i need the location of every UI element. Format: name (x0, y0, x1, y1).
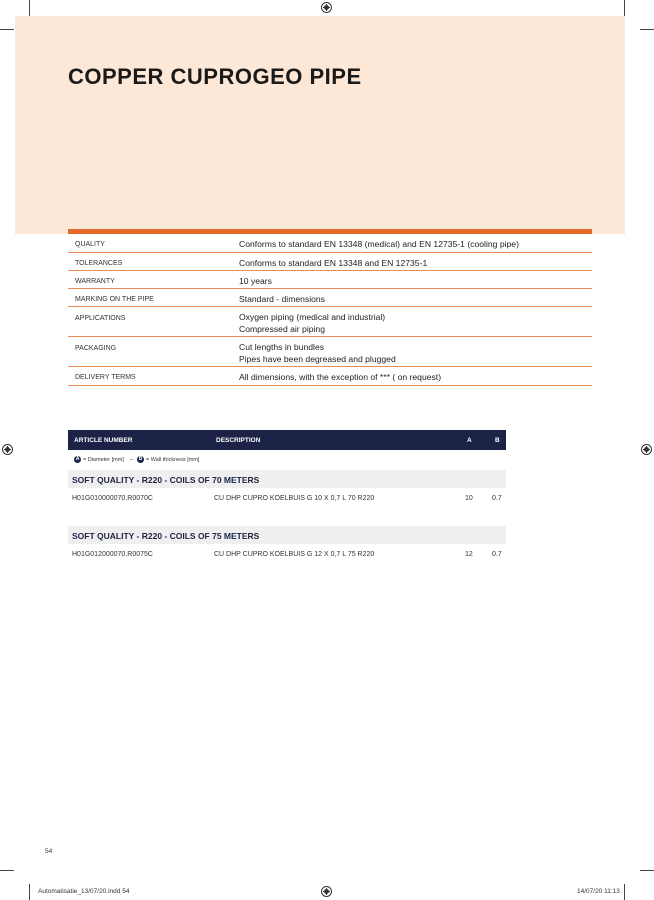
column-description: DESCRIPTION (216, 437, 261, 444)
page-title: COPPER CUPROGEO PIPE (68, 64, 362, 89)
diameter-cell: 12 (465, 551, 473, 558)
registration-mark-icon (321, 886, 332, 897)
crop-mark (29, 884, 30, 900)
spec-row (68, 271, 592, 289)
spec-value-line: 10 years (239, 276, 272, 286)
article-number-cell: H01G012000070.R0075C (72, 551, 153, 558)
column-a: A (467, 437, 472, 444)
badge-b-icon: B (138, 456, 143, 462)
spec-value-line: Standard - dimensions (239, 294, 325, 304)
page-number: 54 (45, 848, 53, 855)
spec-label: MARKING ON THE PIPE (75, 296, 154, 303)
dimension-legend (68, 450, 506, 470)
registration-mark-icon (321, 2, 332, 13)
registration-mark-icon (2, 444, 13, 455)
slug-file-info: Automatisatie_13/07/20.indd 54 (38, 888, 130, 895)
spec-label: APPLICATIONS (75, 315, 126, 322)
group-spacer (68, 509, 506, 526)
spec-value-line: Oxygen piping (medical and industrial) (239, 312, 386, 322)
legend-b-text: = Wall thickness [mm] (146, 457, 200, 463)
spec-value (239, 253, 592, 270)
spec-row (68, 367, 592, 386)
spec-value (239, 367, 592, 385)
group-heading-text: SOFT QUALITY - R220 - COILS OF 75 METERS (72, 531, 260, 541)
spec-label: QUALITY (75, 241, 105, 248)
spec-value (239, 271, 592, 288)
table-header (68, 430, 506, 450)
crop-mark (29, 0, 30, 16)
crop-mark (0, 870, 14, 871)
crop-mark (624, 0, 625, 16)
column-b: B (495, 437, 500, 444)
crop-mark (640, 29, 654, 30)
spec-row (68, 234, 592, 253)
table-row (68, 488, 506, 509)
crop-mark (640, 870, 654, 871)
spec-table (68, 229, 592, 386)
wall-thickness-cell: 0.7 (492, 551, 502, 558)
article-groups (68, 470, 506, 565)
spec-value (239, 337, 592, 366)
spec-value-line: Compressed air piping (239, 324, 325, 334)
legend-separator: – (130, 457, 134, 463)
article-table (68, 430, 506, 565)
spec-row (68, 307, 592, 337)
badge-a-icon: A (75, 456, 80, 462)
slug-date-time: 14/07/20 11:13 (577, 888, 620, 895)
description-cell: CU DHP CUPRO KOELBUIS G 10 X 0,7 L 70 R220 (214, 495, 375, 502)
spec-value-line: Pipes have been degreased and plugged (239, 354, 396, 364)
crop-mark (0, 29, 14, 30)
crop-mark (624, 884, 625, 900)
registration-mark-icon (641, 444, 652, 455)
header-band (15, 16, 625, 234)
table-row (68, 544, 506, 565)
spec-row (68, 289, 592, 307)
spec-value-line: All dimensions, with the exception of *** ( on request) (239, 372, 442, 382)
legend-a-text: = Diameter [mm] (83, 457, 124, 463)
spec-row (68, 337, 592, 367)
spec-value (239, 234, 592, 252)
spec-label: WARRANTY (75, 278, 115, 285)
spec-row (68, 253, 592, 271)
diameter-cell: 10 (465, 495, 473, 502)
spec-label: TOLERANCES (75, 260, 123, 267)
wall-thickness-cell: 0.7 (492, 495, 502, 502)
spec-value-line: Conforms to standard EN 13348 (medical) and EN 12735-1 (cooling pipe) (239, 239, 519, 249)
group-heading-text: SOFT QUALITY - R220 - COILS OF 70 METERS (72, 475, 260, 485)
group-heading (68, 526, 506, 544)
spec-value (239, 289, 592, 306)
article-number-cell: H01G010000070.R0070C (72, 495, 153, 502)
description-cell: CU DHP CUPRO KOELBUIS G 12 X 0,7 L 75 R220 (214, 551, 375, 558)
spec-label: PACKAGING (75, 345, 117, 352)
spec-value-line: Cut lengths in bundles (239, 342, 325, 352)
column-article-number: ARTICLE NUMBER (74, 437, 133, 444)
group-heading (68, 470, 506, 488)
spec-label: DELIVERY TERMS (75, 374, 136, 381)
spec-value-line: Conforms to standard EN 13348 and EN 12735-1 (239, 258, 428, 268)
spec-value (239, 307, 592, 336)
